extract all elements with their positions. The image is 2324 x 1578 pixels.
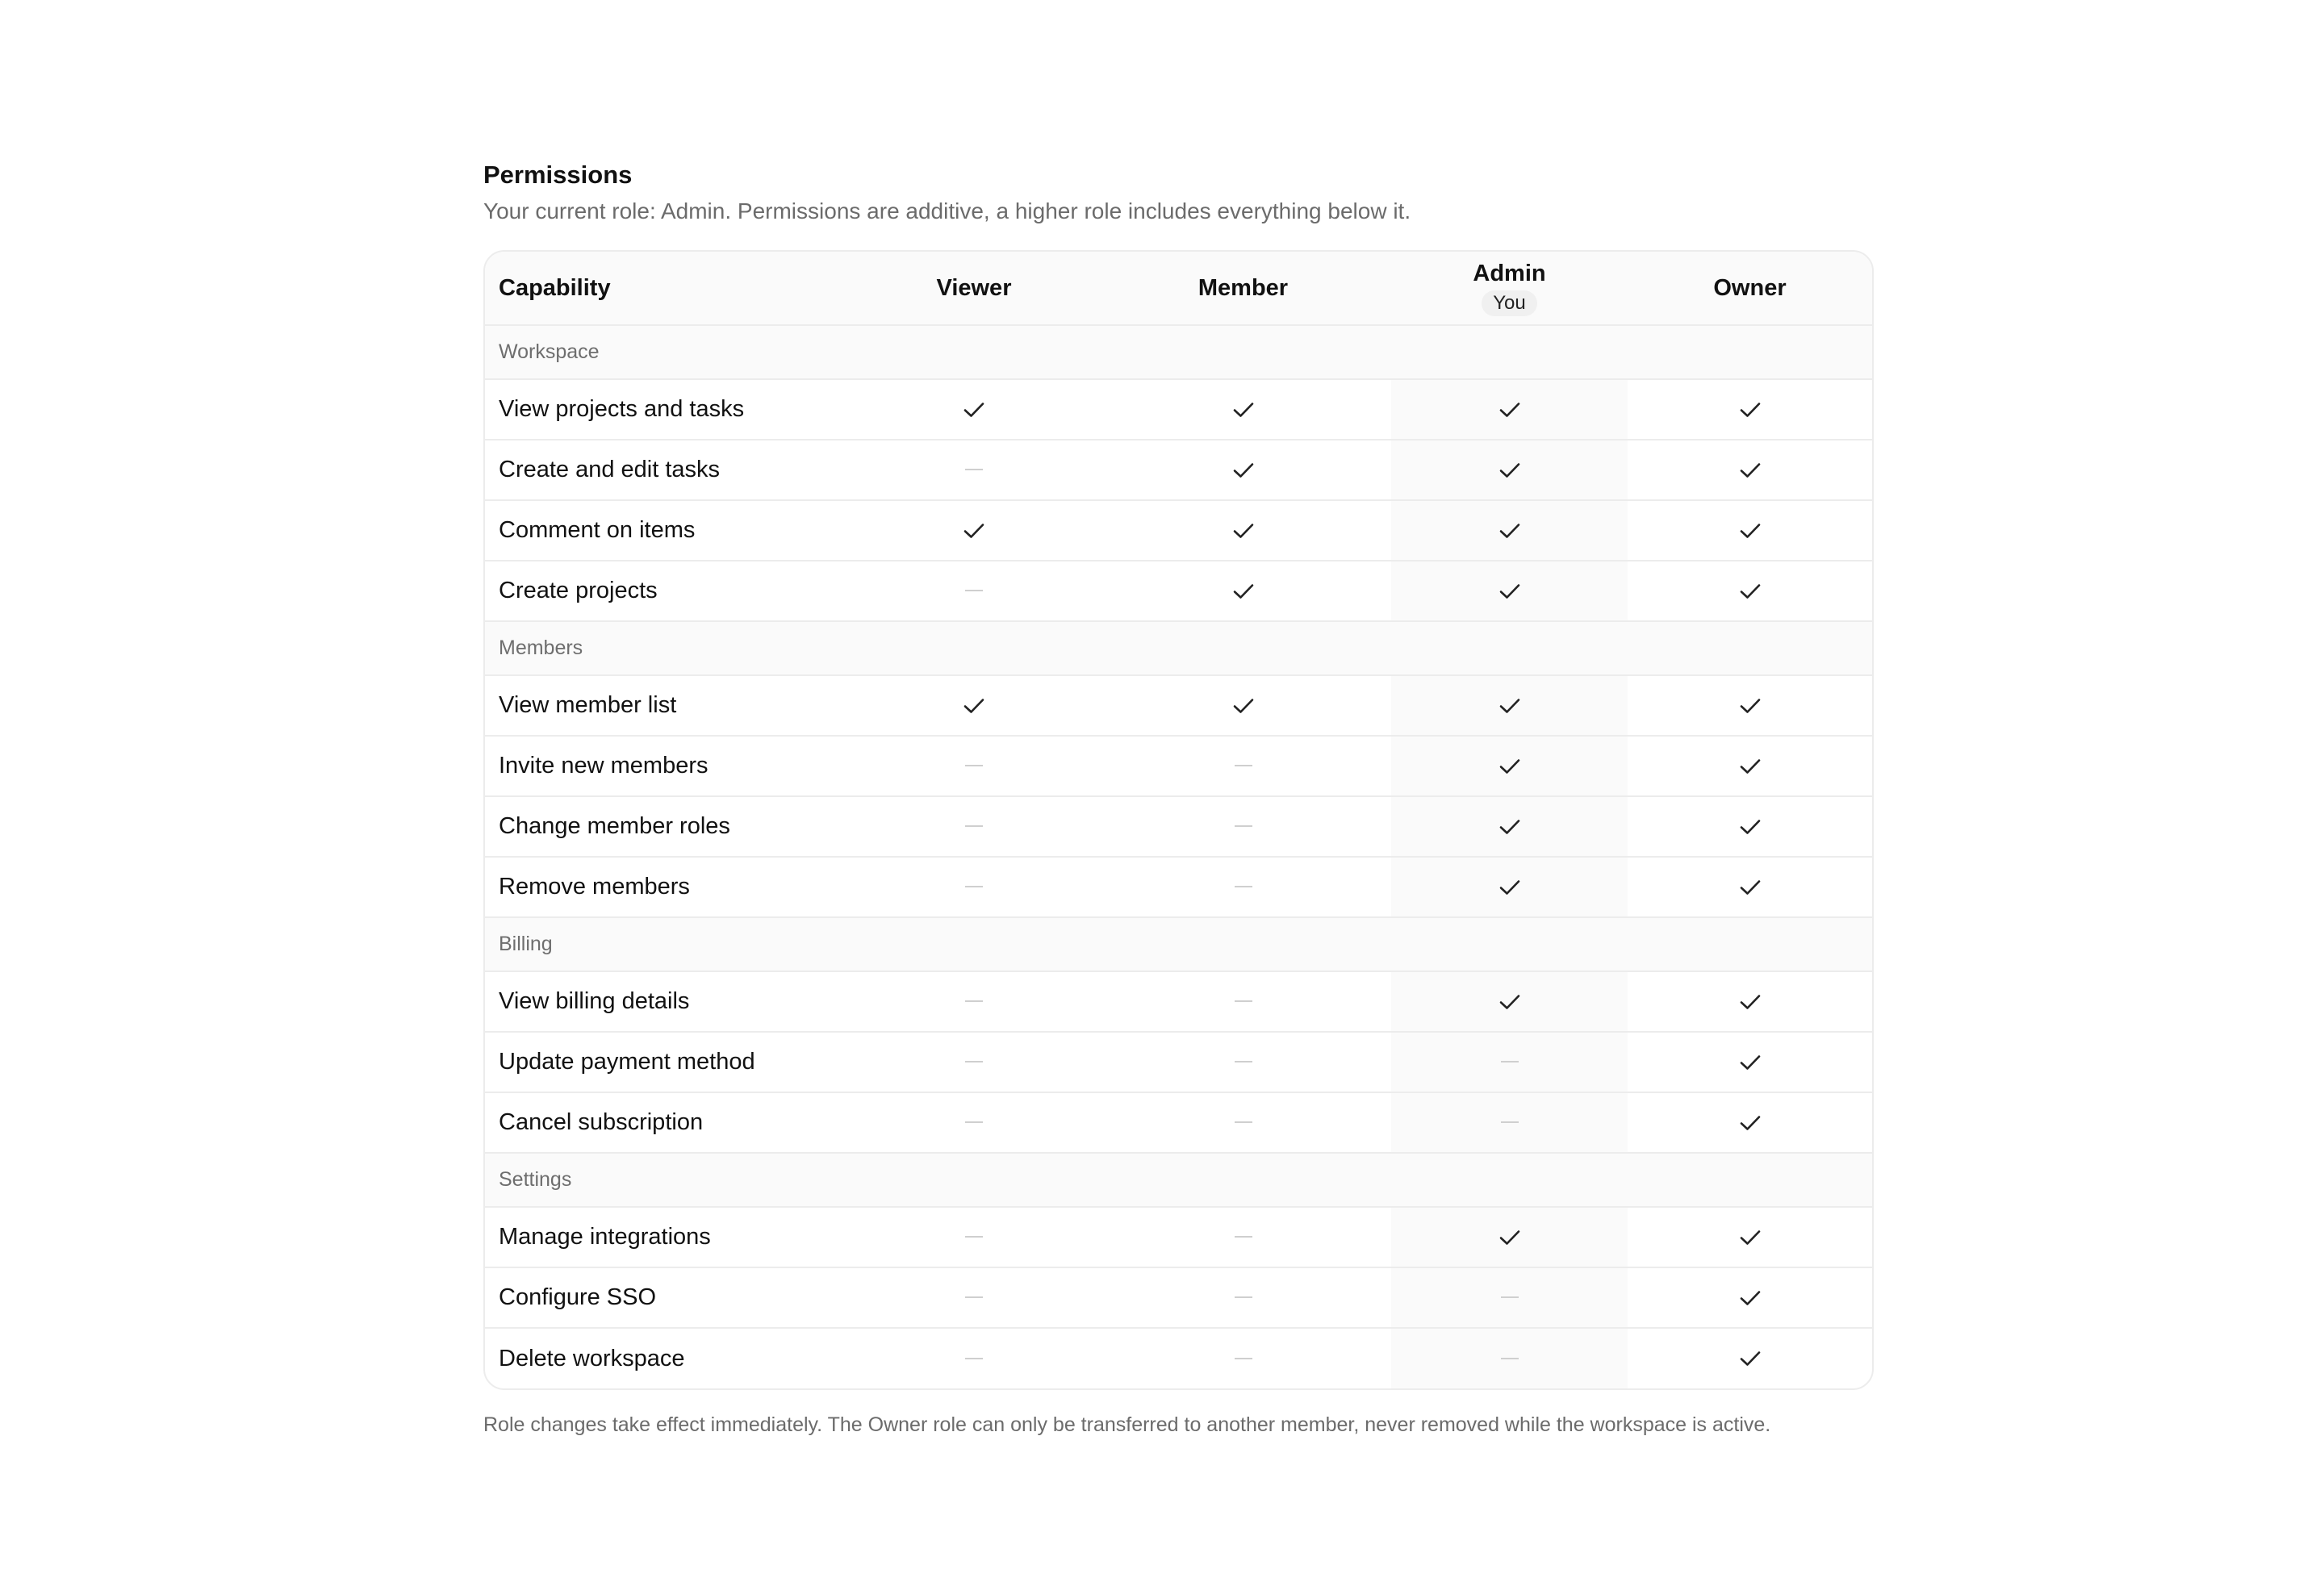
table-row — [485, 1207, 1872, 1267]
dash-icon — [965, 1000, 983, 1002]
permission-cell-admin — [1391, 736, 1628, 796]
check-icon — [1232, 699, 1255, 712]
table-row — [485, 796, 1872, 857]
page-title: Permissions — [483, 161, 633, 189]
capability-label: Create and edit tasks — [485, 440, 853, 500]
permission-cell-viewer — [853, 561, 1095, 621]
permission-cell-viewer — [853, 857, 1095, 917]
dash-icon — [965, 825, 983, 827]
capability-label: Invite new members — [485, 736, 853, 796]
dash-icon — [1235, 1061, 1252, 1062]
permission-cell-admin — [1391, 500, 1628, 561]
permission-cell-admin — [1391, 561, 1628, 621]
permission-cell-member — [1095, 971, 1391, 1032]
check-icon — [963, 403, 985, 416]
check-icon — [1232, 584, 1255, 598]
permission-cell-member — [1095, 1328, 1391, 1388]
table-row — [485, 1032, 1872, 1092]
dash-icon — [965, 1061, 983, 1062]
check-icon — [1498, 995, 1521, 1008]
permission-cell-owner — [1628, 1032, 1872, 1092]
dash-icon — [1235, 765, 1252, 766]
table-row — [485, 1267, 1872, 1328]
permission-cell-viewer — [853, 675, 1095, 736]
permission-cell-owner — [1628, 500, 1872, 561]
check-icon — [963, 524, 985, 537]
section-row — [485, 325, 1872, 379]
check-icon — [1498, 403, 1521, 416]
permission-cell-admin — [1391, 1207, 1628, 1267]
capability-label: Change member roles — [485, 796, 853, 857]
permission-cell-viewer — [853, 379, 1095, 440]
permission-cell-admin — [1391, 1032, 1628, 1092]
permission-cell-member — [1095, 561, 1391, 621]
capability-label: Manage integrations — [485, 1207, 853, 1267]
table-row — [485, 736, 1872, 796]
check-icon — [1498, 463, 1521, 477]
table-row — [485, 1328, 1872, 1388]
table-body — [485, 325, 1872, 1388]
check-icon — [1232, 524, 1255, 537]
permission-cell-admin — [1391, 379, 1628, 440]
dash-icon — [965, 886, 983, 887]
check-icon — [1498, 699, 1521, 712]
permission-cell-owner — [1628, 1207, 1872, 1267]
check-icon — [1498, 759, 1521, 773]
table-header-row — [485, 252, 1872, 325]
dash-icon — [965, 590, 983, 591]
check-icon — [1739, 403, 1762, 416]
table-row — [485, 500, 1872, 561]
capability-label: Create projects — [485, 561, 853, 621]
permission-cell-owner — [1628, 971, 1872, 1032]
permission-cell-owner — [1628, 1092, 1872, 1153]
permission-cell-viewer — [853, 971, 1095, 1032]
dash-icon — [1235, 1296, 1252, 1298]
permission-cell-admin — [1391, 971, 1628, 1032]
capability-label: Remove members — [485, 857, 853, 917]
check-icon — [1498, 584, 1521, 598]
section-label: Workspace — [485, 325, 1872, 379]
permission-cell-admin — [1391, 1328, 1628, 1388]
check-icon — [1739, 1230, 1762, 1244]
check-icon — [1232, 463, 1255, 477]
permission-cell-viewer — [853, 736, 1095, 796]
permission-cell-member — [1095, 736, 1391, 796]
check-icon — [1739, 524, 1762, 537]
permission-cell-member — [1095, 796, 1391, 857]
permission-cell-owner — [1628, 1328, 1872, 1388]
permission-cell-admin — [1391, 1267, 1628, 1328]
table-row — [485, 1092, 1872, 1153]
check-icon — [1739, 699, 1762, 712]
capability-label: View billing details — [485, 971, 853, 1032]
permission-cell-member — [1095, 1092, 1391, 1153]
table-row — [485, 379, 1872, 440]
section-label: Members — [485, 621, 1872, 675]
check-icon — [1739, 820, 1762, 833]
column-header-owner: Owner — [1713, 274, 1787, 301]
dash-icon — [965, 1358, 983, 1359]
check-icon — [1739, 1116, 1762, 1129]
section-row — [485, 621, 1872, 675]
dash-icon — [965, 1296, 983, 1298]
dash-icon — [1501, 1296, 1519, 1298]
dash-icon — [1501, 1061, 1519, 1062]
section-row — [485, 917, 1872, 971]
dash-icon — [1235, 886, 1252, 887]
capability-label: Update payment method — [485, 1032, 853, 1092]
permission-cell-viewer — [853, 500, 1095, 561]
check-icon — [1498, 820, 1521, 833]
permission-cell-owner — [1628, 736, 1872, 796]
permissions-panel — [483, 159, 1874, 1438]
section-row — [485, 1153, 1872, 1207]
permission-cell-viewer — [853, 1092, 1095, 1153]
permission-cell-member — [1095, 675, 1391, 736]
check-icon — [1739, 995, 1762, 1008]
permission-cell-member — [1095, 440, 1391, 500]
dash-icon — [1235, 1236, 1252, 1238]
column-header-viewer: Viewer — [936, 274, 1012, 301]
permission-cell-viewer — [853, 1207, 1095, 1267]
check-icon — [1498, 1230, 1521, 1244]
check-icon — [1498, 524, 1521, 537]
dash-icon — [1235, 825, 1252, 827]
dash-icon — [1501, 1358, 1519, 1359]
table-row — [485, 561, 1872, 621]
dash-icon — [1235, 1000, 1252, 1002]
permission-cell-owner — [1628, 857, 1872, 917]
capability-label: View member list — [485, 675, 853, 736]
permission-cell-viewer — [853, 440, 1095, 500]
check-icon — [1498, 880, 1521, 894]
dash-icon — [1235, 1358, 1252, 1359]
check-icon — [963, 699, 985, 712]
table-row — [485, 675, 1872, 736]
permission-cell-member — [1095, 1207, 1391, 1267]
column-header-admin-label: Admin — [1473, 261, 1546, 286]
permission-cell-member — [1095, 379, 1391, 440]
dash-icon — [1235, 1121, 1252, 1123]
dash-icon — [965, 1121, 983, 1123]
current-role-badge: You — [1482, 290, 1537, 316]
check-icon — [1739, 1055, 1762, 1069]
dash-icon — [965, 1236, 983, 1238]
capability-label: Configure SSO — [485, 1267, 853, 1328]
page-subtitle: Your current role: Admin. Permissions are additive, a higher role includes everything below it. — [483, 198, 1411, 223]
column-header-admin — [1391, 252, 1628, 325]
permission-cell-viewer — [853, 796, 1095, 857]
column-header-capability: Capability — [499, 274, 611, 301]
dash-icon — [965, 765, 983, 766]
permission-cell-member — [1095, 1032, 1391, 1092]
table-row — [485, 440, 1872, 500]
check-icon — [1739, 880, 1762, 894]
permission-cell-admin — [1391, 857, 1628, 917]
permission-cell-owner — [1628, 379, 1872, 440]
permission-cell-owner — [1628, 561, 1872, 621]
dash-icon — [1501, 1121, 1519, 1123]
permission-cell-owner — [1628, 440, 1872, 500]
permission-cell-admin — [1391, 1092, 1628, 1153]
check-icon — [1739, 584, 1762, 598]
capability-label: Cancel subscription — [485, 1092, 853, 1153]
permission-cell-admin — [1391, 440, 1628, 500]
permission-cell-owner — [1628, 1267, 1872, 1328]
section-label: Settings — [485, 1153, 1872, 1207]
check-icon — [1232, 403, 1255, 416]
permission-cell-viewer — [853, 1032, 1095, 1092]
permission-cell-admin — [1391, 675, 1628, 736]
table-row — [485, 971, 1872, 1032]
capability-label: Delete workspace — [485, 1328, 853, 1388]
permission-cell-viewer — [853, 1328, 1095, 1388]
capability-label: Comment on items — [485, 500, 853, 561]
permission-cell-owner — [1628, 796, 1872, 857]
check-icon — [1739, 1351, 1762, 1365]
footnote: Role changes take effect immediately. The Owner role can only be transferred to another member, never removed while the workspace is active. — [483, 1413, 1771, 1436]
check-icon — [1739, 1291, 1762, 1305]
capability-label: View projects and tasks — [485, 379, 853, 440]
permission-cell-owner — [1628, 675, 1872, 736]
column-header-member: Member — [1198, 274, 1289, 301]
table-row — [485, 857, 1872, 917]
dash-icon — [965, 469, 983, 470]
permissions-table — [485, 252, 1872, 1388]
permission-cell-member — [1095, 857, 1391, 917]
section-label: Billing — [485, 917, 1872, 971]
check-icon — [1739, 463, 1762, 477]
permission-cell-member — [1095, 500, 1391, 561]
check-icon — [1739, 759, 1762, 773]
permission-cell-member — [1095, 1267, 1391, 1328]
permission-cell-viewer — [853, 1267, 1095, 1328]
permission-cell-admin — [1391, 796, 1628, 857]
permissions-table-card — [483, 250, 1874, 1390]
